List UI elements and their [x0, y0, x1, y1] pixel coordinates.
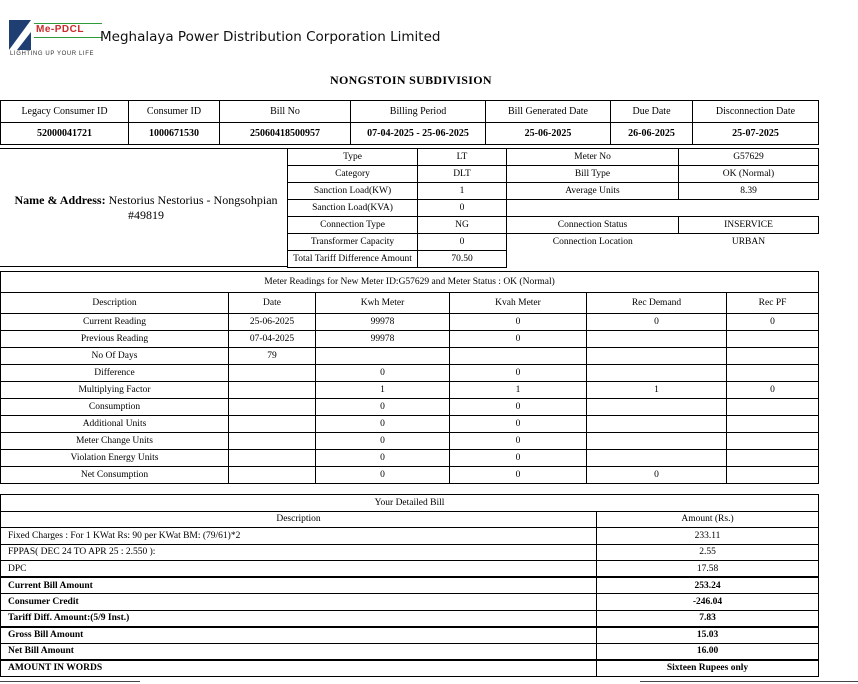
cell: Difference: [1, 365, 229, 382]
cell: [587, 348, 727, 365]
meter-col-kwh: Kwh Meter: [316, 293, 450, 314]
detail-label: Category: [288, 166, 418, 183]
divider: [640, 681, 858, 682]
cell: Violation Energy Units: [1, 450, 229, 467]
gross-bill-amount: 15.03: [597, 627, 819, 644]
table-row: [1, 382, 819, 399]
table-row: [1, 433, 819, 450]
bill-header-row: [1, 511, 819, 528]
bill-col-description: Description: [1, 511, 597, 528]
summary-value-row: [1, 123, 819, 145]
consumer-address: #49819: [128, 208, 164, 222]
detail-row: [288, 149, 819, 166]
detail-label: Transformer Capacity: [288, 234, 418, 251]
cell: [727, 467, 819, 484]
cell: Meter Change Units: [1, 433, 229, 450]
logo-line-bottom: [34, 37, 102, 38]
cell: 0: [727, 382, 819, 399]
current-bill-label: Current Bill Amount: [1, 577, 597, 594]
cell: Current Reading: [1, 314, 229, 331]
header-cell: Bill No: [220, 101, 351, 123]
bill-row: [1, 544, 819, 561]
cell: [727, 416, 819, 433]
cell: [316, 348, 450, 365]
consumer-credit-amount: -246.04: [597, 594, 819, 611]
detail-value: OK (Normal): [679, 166, 819, 183]
detail-value: URBAN: [731, 237, 766, 248]
cell: 1: [316, 382, 450, 399]
detail-label: Connection Type: [288, 217, 418, 234]
cell: 99978: [316, 331, 450, 348]
cell: 1: [450, 382, 587, 399]
detail-label: Connection Location: [552, 237, 633, 248]
detail-blank: [507, 251, 819, 268]
table-row: [1, 416, 819, 433]
cell: Previous Reading: [1, 331, 229, 348]
meter-col-date: Date: [229, 293, 316, 314]
detail-label: Total Tariff Difference Amount: [288, 251, 418, 268]
cell: 0: [450, 331, 587, 348]
cell: 0: [316, 467, 450, 484]
detail-label: Sanction Load(KVA): [288, 200, 418, 217]
consumer-name: Nestorius Nestorius - Nongsohpian: [108, 193, 278, 207]
cell: 0: [316, 399, 450, 416]
table-row: [1, 331, 819, 348]
cell: [229, 416, 316, 433]
cell: [587, 331, 727, 348]
cell: [229, 433, 316, 450]
cell: [229, 365, 316, 382]
cell: Consumption: [1, 399, 229, 416]
bill-row: [1, 627, 819, 644]
cell: [587, 433, 727, 450]
bill-row: [1, 528, 819, 545]
subdivision-title: NONGSTOIN SUBDIVISION: [330, 73, 492, 87]
cell: 0: [587, 314, 727, 331]
bill-amount: 233.11: [597, 528, 819, 545]
bill-title-row: [1, 495, 819, 512]
tariff-diff-amount: 7.83: [597, 610, 819, 627]
cell: 0: [450, 467, 587, 484]
logo-text: Me-PDCL: [36, 24, 84, 35]
header-cell: Billing Period: [351, 101, 486, 123]
detail-row: [288, 251, 819, 268]
cell: [229, 382, 316, 399]
bill-desc: Fixed Charges : For 1 KWat Rs: 90 per KWat BM: (79/61)*2: [1, 528, 597, 545]
bill-row: [1, 577, 819, 594]
cell: [727, 348, 819, 365]
cell: 0: [316, 416, 450, 433]
detailed-bill-table: [0, 494, 819, 677]
logo-tagline: LIGHTING UP YOUR LIFE: [10, 51, 95, 57]
summary-header-row: [1, 101, 819, 123]
cell: No Of Days: [1, 348, 229, 365]
cell: [727, 433, 819, 450]
amount-in-words: Sixteen Rupees only: [597, 660, 819, 677]
name-address-box: [0, 148, 287, 267]
cell: [587, 399, 727, 416]
bill-desc: FPPAS( DEC 24 TO APR 25 : 2.550 ):: [1, 544, 597, 561]
header-cell: Due Date: [611, 101, 693, 123]
meter-title-row: [1, 272, 819, 293]
meter-col-description: Description: [1, 293, 229, 314]
cell: [587, 416, 727, 433]
cell: [587, 450, 727, 467]
detail-label: Meter No: [507, 149, 679, 166]
header-cell: Legacy Consumer ID: [1, 101, 129, 123]
cell: 0: [727, 314, 819, 331]
cell: [229, 467, 316, 484]
name-address-label: Name & Address:: [14, 193, 106, 207]
bill-summary-table: [0, 100, 819, 145]
cell: [727, 331, 819, 348]
header-cell: Bill Generated Date: [486, 101, 611, 123]
detail-value: 1: [418, 183, 507, 200]
bill-desc: DPC: [1, 561, 597, 578]
due-date: 26-06-2025: [611, 123, 693, 145]
bill-generated-date: 25-06-2025: [486, 123, 611, 145]
gross-bill-label: Gross Bill Amount: [1, 627, 597, 644]
detail-row: [288, 183, 819, 200]
name-address: [7, 193, 285, 223]
detail-label: Type: [288, 149, 418, 166]
meter-col-rec-demand: Rec Demand: [587, 293, 727, 314]
table-row: [1, 450, 819, 467]
bill-amount: 17.58: [597, 561, 819, 578]
detail-value: 0: [418, 200, 507, 217]
divider: [0, 681, 140, 682]
bill-col-amount: Amount (Rs.): [597, 511, 819, 528]
header-cell: Disconnection Date: [693, 101, 819, 123]
cell: 07-04-2025: [229, 331, 316, 348]
meter-readings-table: [0, 271, 819, 484]
cell: 0: [587, 467, 727, 484]
detail-label: Connection Status: [507, 217, 679, 234]
tariff-diff-label: Tariff Diff. Amount:(5/9 Inst.): [1, 610, 597, 627]
amount-in-words-label: AMOUNT IN WORDS: [1, 660, 597, 677]
detail-label: Bill Type: [507, 166, 679, 183]
detail-row: [288, 166, 819, 183]
billing-period: 07-04-2025 - 25-06-2025: [351, 123, 486, 145]
meter-col-kvah: Kvah Meter: [450, 293, 587, 314]
detail-row: [288, 217, 819, 234]
connection-details-table: [287, 148, 819, 268]
cell: [587, 365, 727, 382]
current-bill-amount: 253.24: [597, 577, 819, 594]
detail-label: Average Units: [507, 183, 679, 200]
cell: 0: [316, 365, 450, 382]
bill-row: [1, 643, 819, 660]
cell: Net Consumption: [1, 467, 229, 484]
company-name: Meghalaya Power Distribution Corporation Limited: [100, 29, 441, 45]
detail-value: 0: [418, 234, 507, 251]
table-row: [1, 348, 819, 365]
cell: 1: [587, 382, 727, 399]
bill-row: [1, 594, 819, 611]
bill-row: [1, 660, 819, 677]
cell: [727, 450, 819, 467]
cell: [450, 348, 587, 365]
cell: Multiplying Factor: [1, 382, 229, 399]
detail-value: LT: [418, 149, 507, 166]
consumer-id: 1000671530: [129, 123, 220, 145]
bill-number: 25060418500957: [220, 123, 351, 145]
net-bill-label: Net Bill Amount: [1, 643, 597, 660]
cell: [229, 399, 316, 416]
detail-value: DLT: [418, 166, 507, 183]
table-row: [1, 365, 819, 382]
cell: 99978: [316, 314, 450, 331]
detail-blank: [507, 200, 819, 217]
table-row: [1, 467, 819, 484]
cell: 0: [316, 433, 450, 450]
cell: 0: [450, 416, 587, 433]
cell: 25-06-2025: [229, 314, 316, 331]
cell: [727, 365, 819, 382]
cell: Additional Units: [1, 416, 229, 433]
meter-col-rec-pf: Rec PF: [727, 293, 819, 314]
cell: 79: [229, 348, 316, 365]
detail-value: G57629: [679, 149, 819, 166]
meter-readings-title: Meter Readings for New Meter ID:G57629 and Meter Status : OK (Normal): [1, 272, 819, 293]
cell: 0: [450, 314, 587, 331]
detail-value: NG: [418, 217, 507, 234]
cell: 0: [450, 433, 587, 450]
net-bill-amount: 16.00: [597, 643, 819, 660]
meter-header-row: [1, 293, 819, 314]
cell: 0: [316, 450, 450, 467]
cell: [229, 450, 316, 467]
header-cell: Consumer ID: [129, 101, 220, 123]
cell: 0: [450, 399, 587, 416]
detail-row: [288, 234, 819, 251]
cell: [727, 399, 819, 416]
table-row: [1, 314, 819, 331]
cell: 0: [450, 450, 587, 467]
legacy-consumer-id: 52000041721: [1, 123, 129, 145]
detail-value: 8.39: [679, 183, 819, 200]
detail-label: Sanction Load(KW): [288, 183, 418, 200]
disconnection-date: 25-07-2025: [693, 123, 819, 145]
consumer-credit-label: Consumer Credit: [1, 594, 597, 611]
detail-row: [288, 200, 819, 217]
bill-title: Your Detailed Bill: [1, 495, 819, 512]
bill-row: [1, 610, 819, 627]
table-row: [1, 399, 819, 416]
cell: 0: [450, 365, 587, 382]
detail-value: 70.50: [418, 251, 507, 268]
logo-mark-icon: [9, 20, 31, 50]
bill-amount: 2.55: [597, 544, 819, 561]
detail-value: INSERVICE: [679, 217, 819, 234]
bill-row: [1, 561, 819, 578]
